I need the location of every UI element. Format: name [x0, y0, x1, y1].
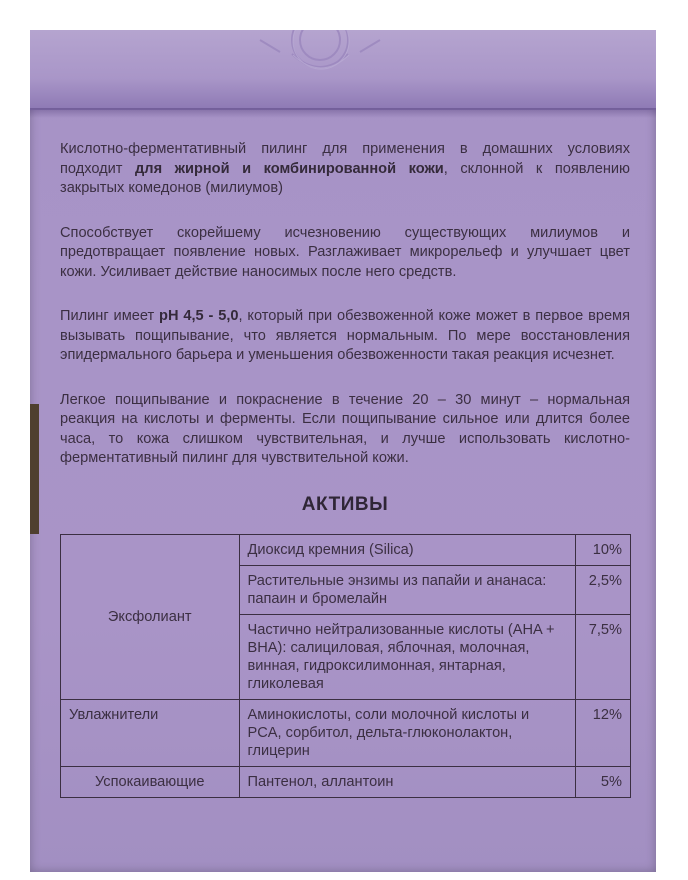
embossed-logo-icon — [220, 30, 420, 90]
paragraph-reaction: Легкое пощипывание и покраснение в течение 20 – 30 минут – нормальная реакция на кислоты и ферменты. Если пощипывание сильное или длится более часа, то кожа слишком чувствительная, и лучше использовать кислотно-ферментативный пилинг для чувствительной кожи. — [60, 391, 630, 466]
box-side-flap — [30, 404, 39, 534]
paragraph-text: , склонной к появлению закрытых комедонов (милиумов) — [60, 160, 630, 196]
component-cell: Диоксид кремния (Silica) — [239, 535, 576, 566]
percent-cell: 5% — [576, 767, 631, 798]
category-cell: Эксфолиант — [61, 535, 240, 700]
ph-value: pH 4,5 - 5,0 — [159, 308, 239, 324]
component-cell: Частично нейтрализованные кислоты (AHA + BHA): салициловая, яблочная, молочная, винная, гидроксилимонная, янтарная, гликолевая — [239, 615, 576, 700]
table-row — [61, 535, 631, 566]
component-cell: Пантенол, аллантоин — [239, 767, 576, 798]
paragraph-bold-text: для жирной и комбинированной кожи — [135, 160, 444, 177]
actives-heading: АКТИВЫ — [301, 494, 389, 515]
category-cell: Успокаивающие — [61, 767, 240, 798]
table-row — [61, 767, 631, 798]
paragraph-skin-type — [60, 140, 630, 199]
paragraph-ph — [60, 307, 630, 366]
box-fold-shadow — [30, 108, 656, 118]
percent-cell: 10% — [576, 535, 631, 566]
component-cell: Растительные энзимы из папайи и ананаса: папаин и бромелайн — [239, 566, 576, 615]
description-block — [60, 140, 630, 790]
percent-cell: 12% — [576, 700, 631, 767]
table-row — [61, 700, 631, 767]
percent-cell: 2,5% — [576, 566, 631, 615]
paragraph-text: Пилинг имеет — [60, 308, 160, 324]
paragraph-effect: Способствует скорейшему исчезновению существующих милиумов и предотвращает появление новых. Разглаживает микрорельеф и улучшает цвет кожи. Усиливает действие наносимых после него средств. — [60, 224, 630, 280]
actives-table — [60, 534, 631, 798]
component-cell: Аминокислоты, соли молочной кислоты и PCA, сорбитол, дельта-глюконолактон, глицерин — [239, 700, 576, 767]
paragraph-text: Кислотно-ферментативный пилинг для применения в домашних условиях подходит — [60, 141, 630, 177]
paragraph-text: , который при обезвоженной коже может в первое время вызывать пощипывание, что является нормальным. По мере восстановления эпидермального барьера и уменьшения обезвоженности такая реакция исчезнет. — [60, 308, 630, 363]
category-cell: Увлажнители — [61, 700, 240, 767]
percent-cell: 7,5% — [576, 615, 631, 700]
